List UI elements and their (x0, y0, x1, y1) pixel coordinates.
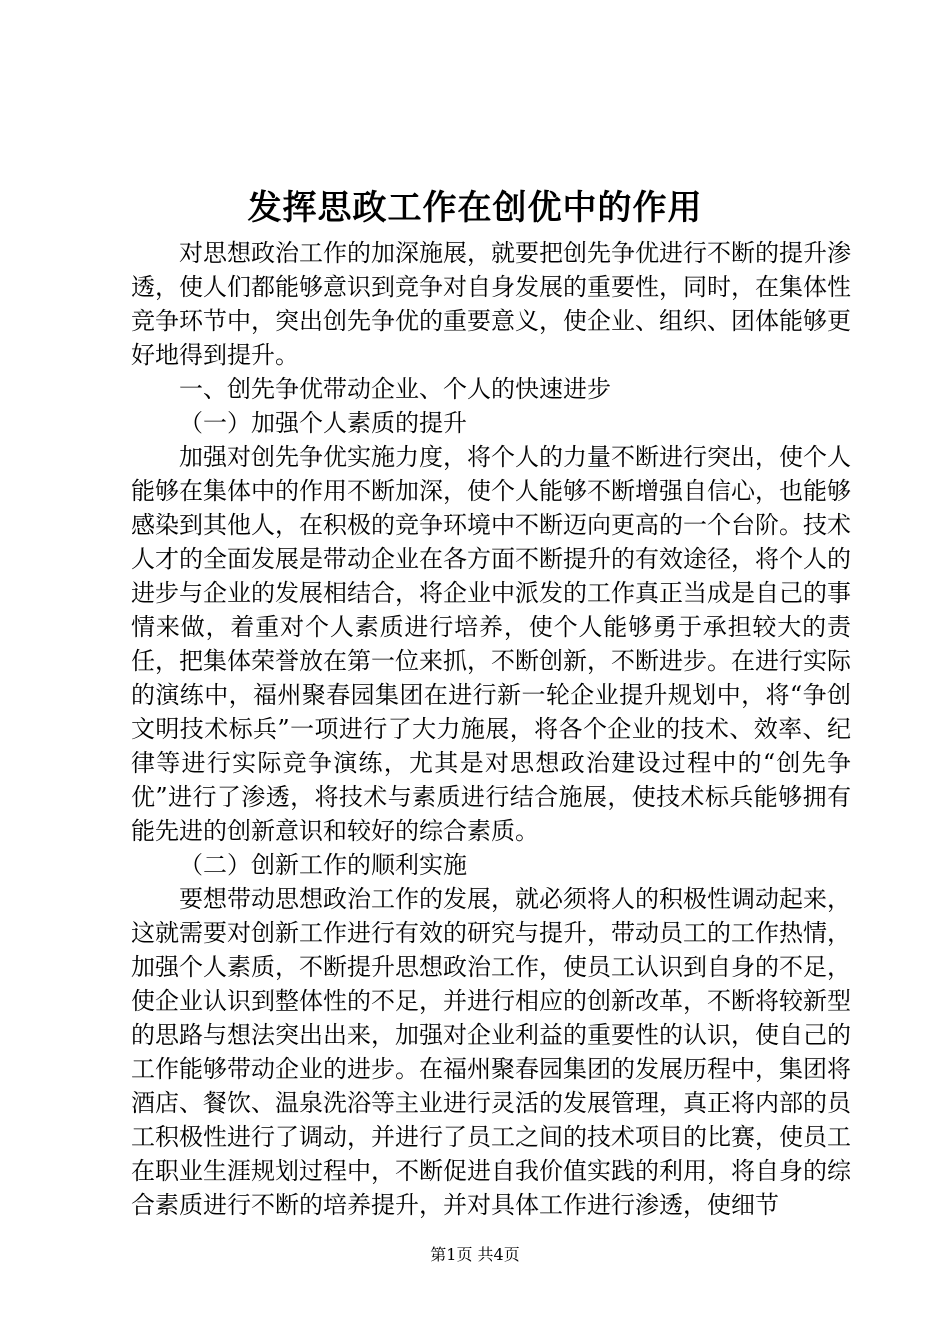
page-footer: 第1页 共4页 (430, 1245, 520, 1264)
section-heading-1: 一、创先争优带动企业、个人的快速进步 (179, 375, 611, 403)
document-title: 发挥思政工作在创优中的作用 (247, 188, 703, 228)
paragraph-innovation: 要想带动思想政治工作的发展，就必须将人的积极性调动起来，这就需要对创新工作进行有效的研究与提升，带动员工的工作热情，加强个人素质，不断提升思想政治工作，使员工认识到自身的不足，使企业认识到整体性的不足，并进行相应的创新改革，不断将较新型的思路与想法突出出来，加强对企业利益的重要性的认识，使自己的工作能够带动企业的进步。在福州聚春园集团的发展历程中，集团将酒店、餐饮、温泉洗浴等主业进行灵活的发展管理，真正将内部的员工积极性进行了调动，并进行了员工之间的技术项目的比赛，使员工在职业生涯规划过程中，不断促进自我价值实践的利用，将自身的综合素质进行不断的培养提升，并对具体工作进行渗透，使细节 (131, 885, 851, 1219)
subsection-heading-2: （二）创新工作的顺利实施 (179, 851, 467, 879)
paragraph-personal-quality: 加强对创先争优实施力度，将个人的力量不断进行突出，使个人能够在集体中的作用不断加深，使个人能够不断增强自信心，也能够感染到其他人，在积极的竞争环境中不断迈向更高的一个台阶。技术人才的全面发展是带动企业在各方面不断提升的有效途径，将个人的进步与企业的发展相结合，将企业中派发的工作真正当成是自己的事情来做，着重对个人素质进行培养，使个人能够勇于承担较大的责任，把集体荣誉放在第一位来抓，不断创新，不断进步。在进行实际的演练中，福州聚春园集团在进行新一轮企业提升规划中，将“争创文明技术标兵”一项进行了大力施展，将各个企业的技术、效率、纪律等进行实际竞争演练，尤其是对思想政治建设过程中的“创先争优”进行了渗透，将技术与素质进行结合施展，使技术标兵能够拥有能先进的创新意识和较好的综合素质。 (131, 443, 851, 845)
document-body (131, 236, 851, 1222)
subsection-heading-1: （一）加强个人素质的提升 (179, 409, 467, 437)
paragraph-intro: 对思想政治工作的加深施展，就要把创先争优进行不断的提升渗透，使人们都能够意识到竞争对自身发展的重要性，同时，在集体性竞争环节中，突出创先争优的重要意义，使企业、组织、团体能够更好地得到提升。 (131, 239, 851, 369)
